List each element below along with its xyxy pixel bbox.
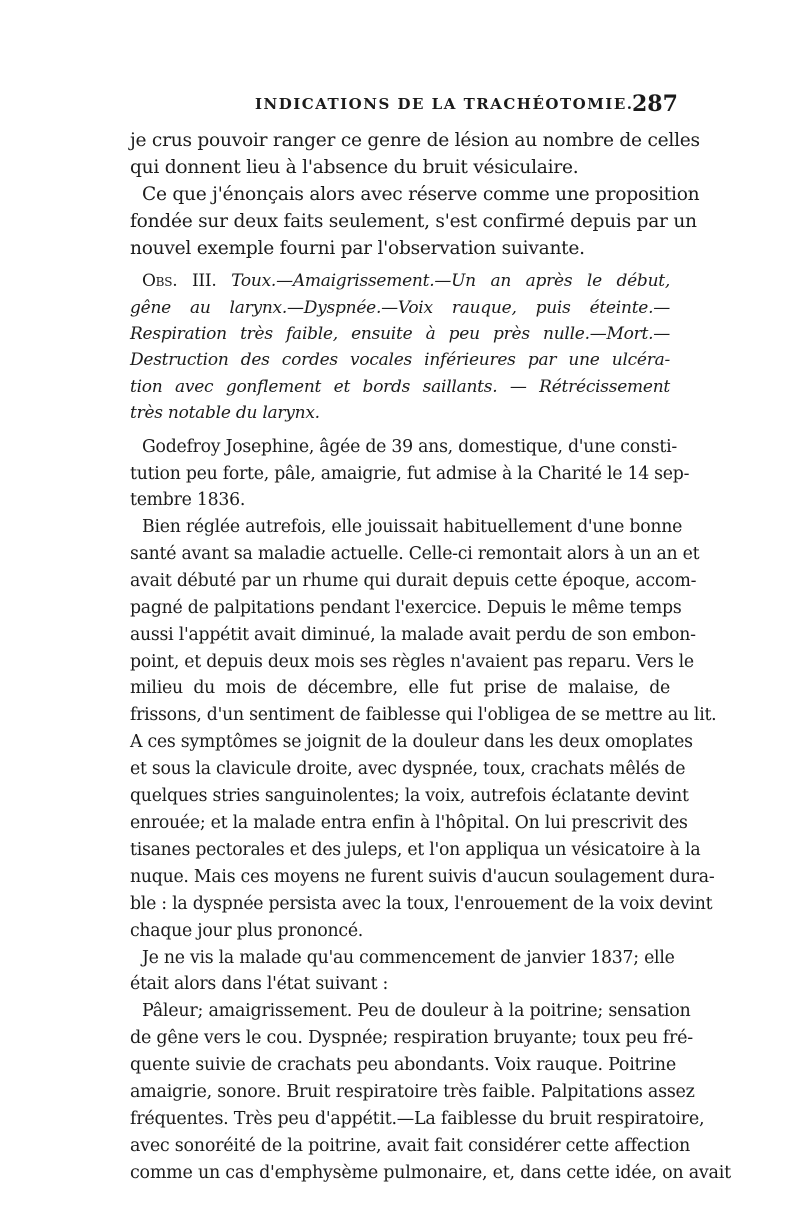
text-line: chaque jour plus prononcé. — [130, 920, 364, 941]
text-line: frissons, d'un sentiment de faiblesse qui l'obligea de se mettre au lit. — [130, 705, 717, 726]
text-line: fondée sur deux faits seulement, s'est confirmé depuis par un — [130, 211, 697, 233]
text-line: Bien réglée autrefois, elle jouissait habituellement d'une bonne — [142, 517, 683, 538]
text-line: Ce que j'énonçais alors avec réserve comme une proposition — [142, 184, 700, 206]
text-line: point, et depuis deux mois ses règles n'avaient pas reparu. Vers le — [130, 651, 694, 672]
text-line: avait débuté par un rhume qui durait depuis cette époque, accom- — [130, 570, 697, 591]
text-line: avec sonoréité de la poitrine, avait fait considérer cette affection — [130, 1135, 690, 1156]
paragraph — [130, 998, 731, 1186]
text-line: très notable du larynx. — [130, 402, 320, 423]
paragraph — [130, 945, 675, 999]
text-line: santé avant sa maladie actuelle. Celle-ci remontait alors à un an et — [130, 543, 700, 564]
paragraph — [130, 127, 700, 262]
text-line: Respiration très faible, ensuite à peu près nulle.—Mort.— — [130, 324, 670, 345]
observation-heading — [130, 268, 670, 426]
text-line: qui donnent lieu à l'absence du bruit vésiculaire. — [130, 157, 579, 179]
text-line: je crus pouvoir ranger ce genre de lésion au nombre de celles — [130, 130, 700, 151]
page-number: 287 — [632, 91, 678, 117]
text-line: Pâleur; amaigrissement. Peu de douleur à la poitrine; sensation — [142, 1001, 691, 1022]
text-line: pagné de palpitations pendant l'exercice. Depuis le même temps — [130, 597, 682, 618]
observation-summary: Toux.—Amaigrissement.—Un an après le début, — [231, 271, 670, 292]
text-line: amaigrie, sonore. Bruit respiratoire très faible. Palpitations assez — [130, 1082, 695, 1103]
text-line: nouvel exemple fourni par l'observation suivante. — [130, 238, 585, 260]
text-line: était alors dans l'état suivant : — [130, 974, 389, 995]
text-line: quelques stries sanguinolentes; la voix, autrefois éclatante devint — [130, 786, 689, 807]
text-line: tisanes pectorales et des juleps, et l'on appliqua un vésicatoire à la — [130, 839, 701, 860]
text-line: Godefroy Josephine, âgée de 39 ans, domestique, d'une consti- — [142, 437, 677, 458]
text-line: et sous la clavicule droite, avec dyspnée, toux, crachats mêlés de — [130, 759, 686, 780]
text-line: de gêne vers le cou. Dyspnée; respiration bruyante; toux peu fré- — [130, 1028, 693, 1049]
text-line: nuque. Mais ces moyens ne furent suivis d'aucun soulagement dura- — [130, 866, 715, 887]
text-line: aussi l'appétit avait diminué, la malade avait perdu de son embon- — [130, 624, 696, 645]
text-line: ble : la dyspnée persista avec la toux, l'enrouement de la voix devint — [130, 893, 713, 914]
text-line: gêne au larynx.—Dyspnée.—Voix rauque, puis éteinte.— — [130, 297, 670, 318]
text-line: tion avec gonflement et bords saillants. — Rétrécissement — [130, 376, 670, 397]
paragraph — [130, 514, 717, 945]
body-text — [130, 127, 731, 1187]
text-line: fréquentes. Très peu d'appétit.—La faiblesse du bruit respiratoire, — [130, 1108, 705, 1129]
text-line: milieu du mois de décembre, elle fut prise de malaise, de — [130, 678, 670, 699]
text-line: A ces symptômes se joignit de la douleur dans les deux omoplates — [130, 732, 693, 753]
running-head: INDICATIONS DE LA TRACHÉOTOMIE. — [255, 95, 634, 113]
text-line: tembre 1836. — [130, 490, 246, 511]
paragraph — [130, 434, 690, 514]
text-line: Destruction des cordes vocales inférieures par une ulcéra- — [130, 350, 670, 371]
text-line: enrouée; et la malade entra enfin à l'hôpital. On lui prescrivit des — [130, 813, 688, 833]
text-line — [130, 268, 670, 294]
text-line: Je ne vis la malade qu'au commencement de janvier 1837; elle — [142, 947, 675, 968]
text-line: tution peu forte, pâle, amaigrie, fut admise à la Charité le 14 sep- — [130, 463, 690, 484]
text-line: comme un cas d'emphysème pulmonaire, et, dans cette idée, on avait — [130, 1162, 731, 1183]
observation-label: Obs. III. — [142, 271, 217, 292]
text-line: quente suivie de crachats peu abondants. Voix rauque. Poitrine — [130, 1055, 676, 1076]
